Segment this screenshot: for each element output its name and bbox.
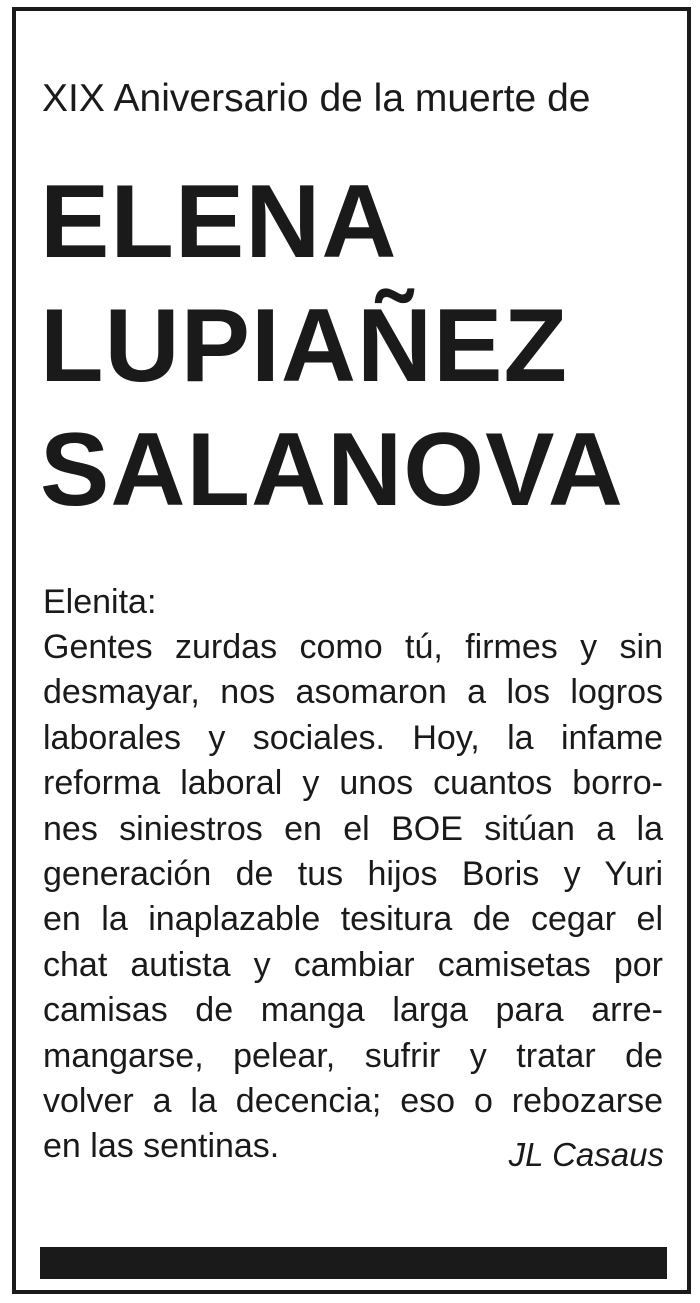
anniversary-heading: XIX Aniversario de la muerte de: [42, 77, 591, 120]
text-line: volver a la decencia; eso o rebozarse: [43, 1081, 663, 1120]
text-line: reforma laboral y unos cuantos borro-: [43, 764, 663, 803]
text-line: camisas de manga larga para arre-: [43, 991, 663, 1030]
dedication-text: [43, 625, 663, 1170]
deceased-name: [40, 160, 660, 532]
text-line: Gentes zurdas como tú, firmes y sin: [43, 628, 663, 666]
text-line: en la inaplazable tesitura de cegar el: [43, 900, 663, 939]
greeting: Elenita:: [43, 583, 157, 621]
name-line: ELENA: [40, 164, 398, 280]
text-line: en las sentinas.: [43, 1127, 280, 1166]
text-line: desmayar, nos asomaron a los logros: [43, 673, 663, 712]
signature: JL Casaus: [508, 1136, 664, 1173]
text-line: laborales y sociales. Hoy, la infame: [43, 718, 663, 757]
bottom-black-bar: [40, 1247, 667, 1279]
name-line: LUPIAÑEZ: [40, 288, 568, 404]
text-line: nes siniestros en el BOE sitúan a la: [43, 809, 663, 848]
text-line: mangarse, pelear, sufrir y tratar de: [43, 1036, 663, 1075]
text-line: generación de tus hijos Boris y Yuri: [43, 854, 663, 893]
text-line: chat autista y cambiar camisetas por: [43, 945, 663, 984]
name-line: SALANOVA: [40, 412, 624, 528]
